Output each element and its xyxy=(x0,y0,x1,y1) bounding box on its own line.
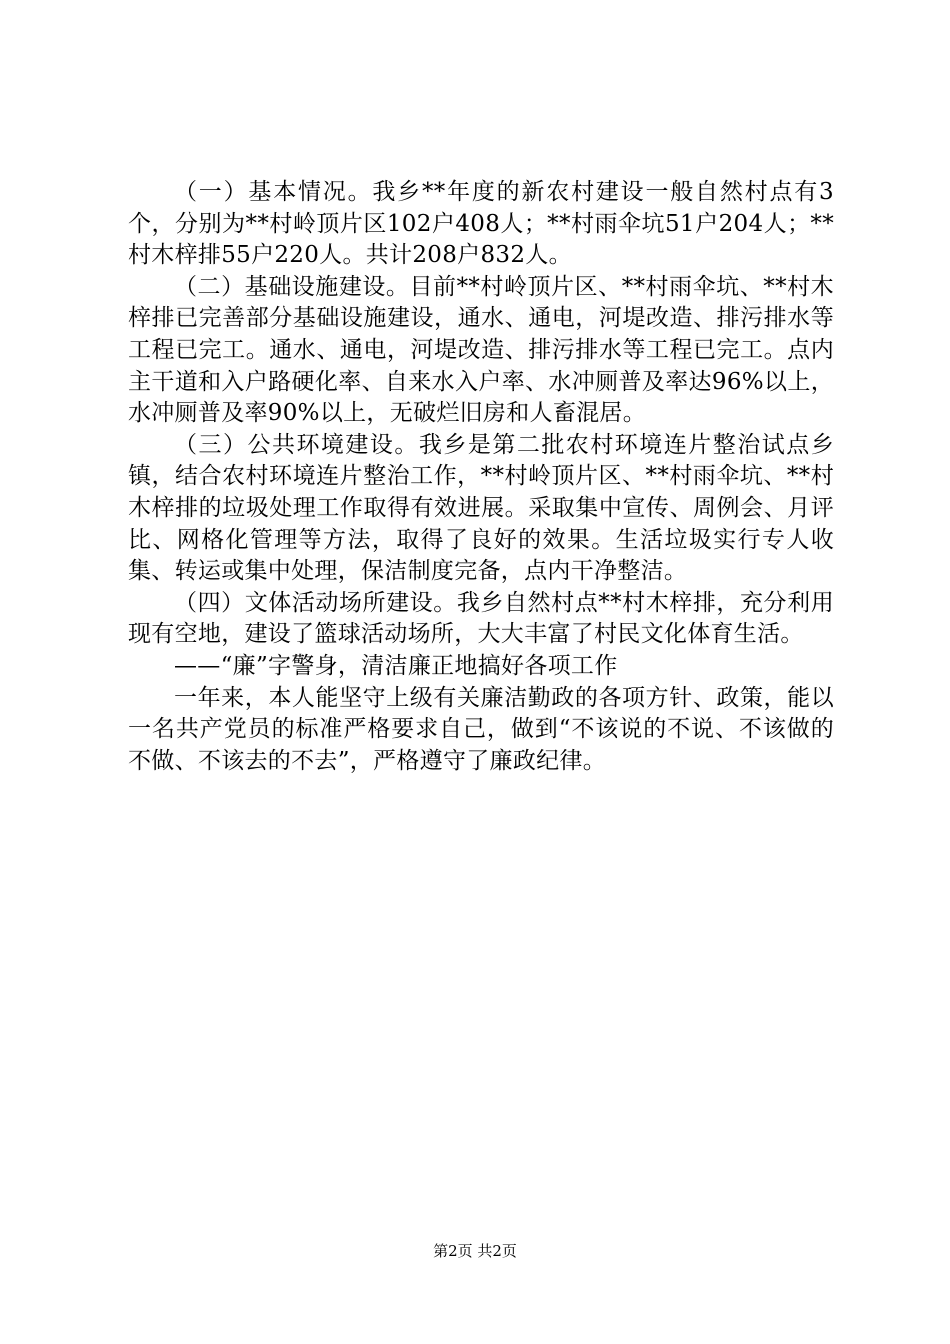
document-body xyxy=(128,177,834,777)
paragraph-public-environment: （三）公共环境建设。我乡是第二批农村环境连片整治试点乡镇，结合农村环境连片整治工作，**村岭顶片区、**村雨伞坑、**村木梓排的垃圾处理工作取得有效进展。采取集中宣传、周例会、月评比、网格化管理等方法，取得了良好的效果。生活垃圾实行专人收集、转运或集中处理，保洁制度完备，点内干净整洁。 xyxy=(128,431,834,585)
paragraph-sports-venue: （四）文体活动场所建设。我乡自然村点**村木梓排，充分利用现有空地，建设了篮球活动场所，大大丰富了村民文化体育生活。 xyxy=(128,589,834,648)
paragraph-infrastructure: （二）基础设施建设。目前**村岭顶片区、**村雨伞坑、**村木梓排已完善部分基础设施建设，通水、通电，河堤改造、排污排水等工程已完工。通水、通电，河堤改造、排污排水等工程已完工。点内主干道和入户路硬化率、自来水入户率、水冲厕普及率达96%以上，水冲厕普及率90%以上，无破烂旧房和人畜混居。 xyxy=(128,273,834,427)
page-footer: 第2页 共2页 xyxy=(433,1242,517,1260)
paragraph-integrity: 一年来，本人能坚守上级有关廉洁勤政的各项方针、政策，能以一名共产党员的标准严格要求自己，做到“不该说的不说、不该做的不做、不该去的不去”，严格遵守了廉政纪律。 xyxy=(128,684,834,774)
section-heading-integrity: ——“廉”字警身，清洁廉正地搞好各项工作 xyxy=(174,652,618,679)
paragraph-basic-situation: （一）基本情况。我乡**年度的新农村建设一般自然村点有3个，分别为**村岭顶片区102户408人；**村雨伞坑51户204人；**村木梓排55户220人。共计208户832人。 xyxy=(128,179,834,269)
